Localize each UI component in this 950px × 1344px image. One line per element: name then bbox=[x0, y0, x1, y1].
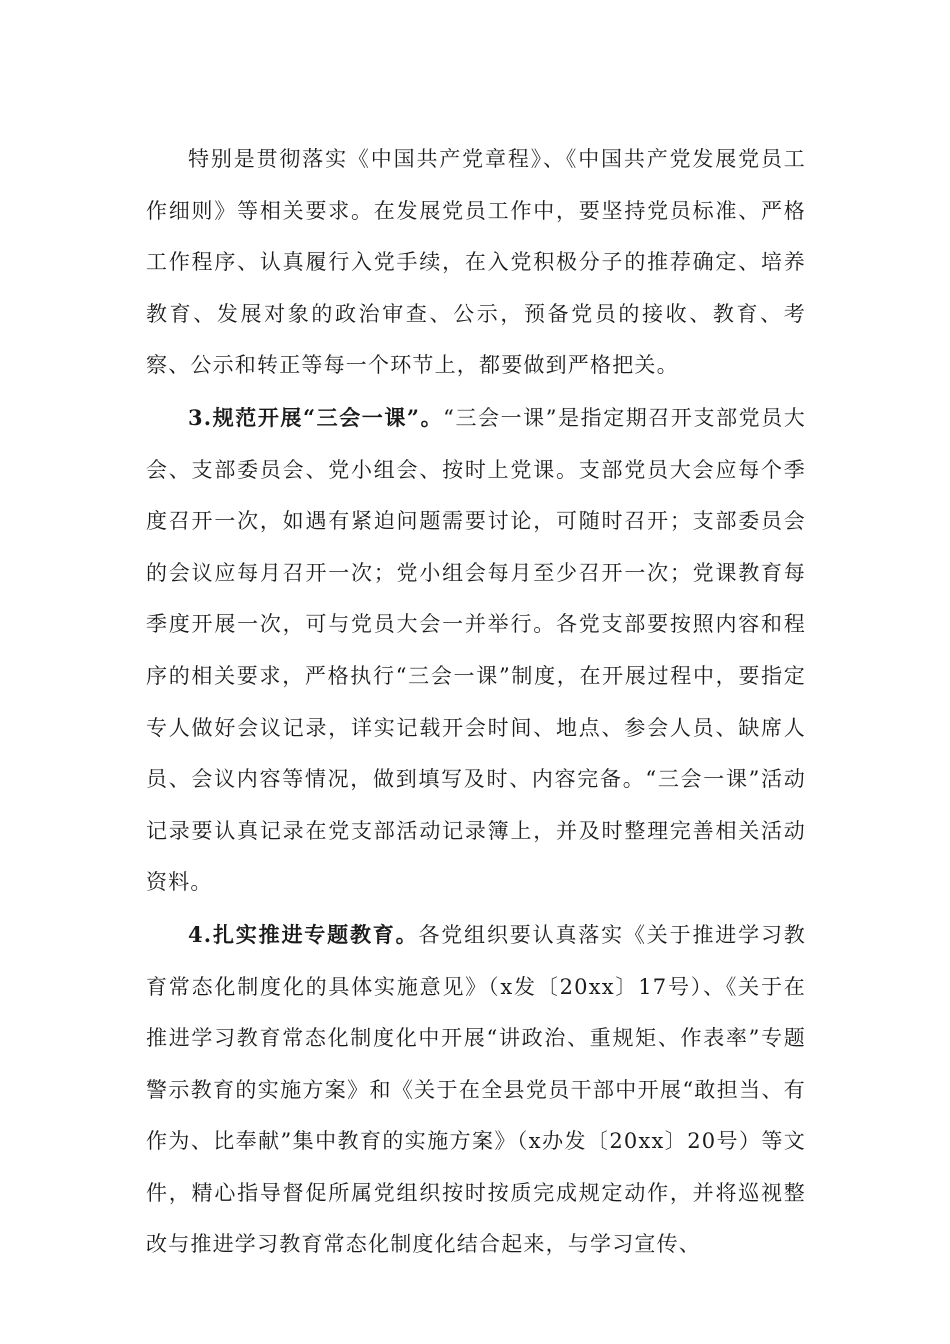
paragraph-party-member-development bbox=[146, 134, 806, 392]
section-heading-3: 3.规范开展“三会一课”。 bbox=[188, 404, 444, 430]
document-body bbox=[146, 134, 806, 1271]
paragraph-body: 特别是贯彻落实《中国共产党章程》、《中国共产党发展党员工作细则》等相关要求。在发展党员工作中，要坚持党员标准、严格工作程序、认真履行入党手续，在入党积极分子的推荐确定、培养教育、发展对象的政治审查、公示，预备党员的接收、教育、考察、公示和转正等每一个环节上，都要做到严格把关。 bbox=[146, 147, 806, 378]
paragraph-body: 各党组织要认真落实《关于推进学习教育常态化制度化的具体实施意见》（x发〔20xx〕17号）、《关于在推进学习教育常态化制度化中开展“讲政治、重规矩、作表率”专题警示教育的实施方案》和《关于在全县党员干部中开展“敢担当、有作为、比奉献”集中教育的实施方案》（x办发〔20xx〕20号）等文件，精心指导督促所属党组织按时按质完成规定动作，并将巡视整改与推进学习教育常态化制度化结合起来，与学习宣传、 bbox=[146, 922, 807, 1257]
paragraph-body: “三会一课”是指定期召开支部党员大会、支部委员会、党小组会、按时上党课。支部党员大会应每个季度召开一次，如遇有紧迫问题需要讨论，可随时召开；支部委员会的会议应每月召开一次；党小组会每月至少召开一次；党课教育每季度开展一次，可与党员大会一并举行。各党支部要按照内容和程序的相关要求，严格执行“三会一课”制度，在开展过程中，要指定专人做好会议记录，详实记载开会时间、地点、参会人员、缺席人员、会议内容等情况，做到填写及时、内容完备。“三会一课”活动记录要认真记录在党支部活动记录簿上，并及时整理完善相关活动资料。 bbox=[146, 405, 806, 895]
paragraph-special-education bbox=[146, 909, 806, 1271]
paragraph-three-meetings-one-lesson bbox=[146, 392, 806, 909]
section-heading-4: 4.扎实推进专题教育。 bbox=[188, 921, 419, 947]
